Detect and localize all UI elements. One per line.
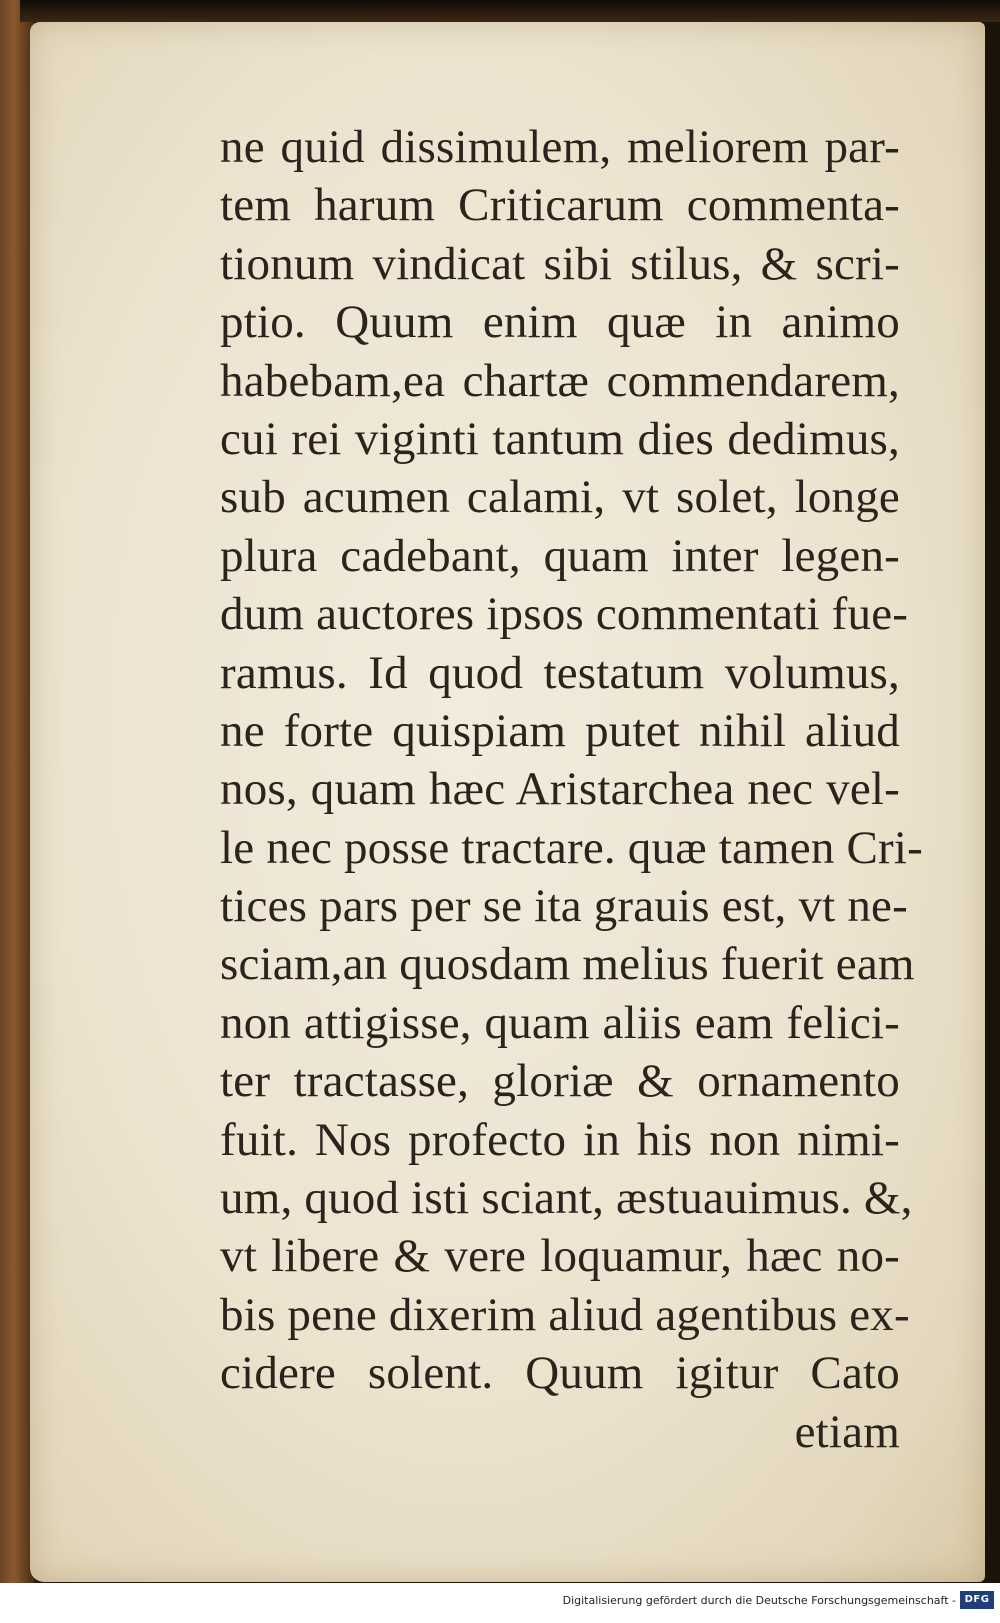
text-line: ne forte quispiam putet nihil aliud (220, 704, 900, 757)
book-page (30, 22, 985, 1582)
text-line: ramus. Id quod testatum volumus, (220, 646, 900, 699)
text-line: tices pars per se ita grauis est, vt ne- (220, 880, 908, 933)
book-binding-edge (0, 0, 34, 1623)
text-line: le nec posse tractare. quæ tamen Cri- (220, 821, 923, 874)
footer-credit: Digitalisierung gefördert durch die Deutsche Forschungsgemeinschaft - (562, 1594, 956, 1607)
text-line: dum auctores ipsos commentati fue- (220, 588, 909, 641)
text-line: ter tractasse, gloriæ & ornamento (220, 1055, 900, 1108)
text-line: plura cadebant, quam inter legen- (220, 529, 900, 582)
text-line: habebam,ea chartæ commendarem, (220, 354, 900, 407)
text-line: sub acumen calami, vt solet, longe (220, 471, 900, 524)
text-line: cui rei viginti tantum dies dedimus, (220, 412, 900, 465)
text-line: vt libere & vere loquamur, hæc no- (220, 1230, 900, 1283)
text-line: sciam,an quosdam melius fuerit eam (220, 938, 915, 991)
dfg-logo-icon: DFG (960, 1591, 994, 1609)
text-line: bis pene dixerim aliud agentibus ex- (220, 1288, 910, 1341)
text-line: cidere solent. Quum igitur Cato (220, 1347, 900, 1400)
text-line: non attigisse, quam aliis eam felici- (220, 996, 900, 1049)
book-top-edge (20, 0, 1000, 22)
page-text-block (220, 118, 923, 1461)
text-line: tem harum Criticarum commenta- (220, 179, 900, 232)
text-line: nos, quam hæc Aristarchea nec vel- (220, 763, 900, 816)
digitization-footer (0, 1583, 1000, 1623)
text-line: tionum vindicat sibi stilus, & scri- (220, 237, 900, 290)
text-line: ptio. Quum enim quæ in animo (220, 296, 900, 349)
catchword: etiam (794, 1405, 900, 1458)
text-line: ne quid dissimulem, meliorem par- (220, 121, 900, 173)
text-line: um, quod isti sciant, æstuauimus. &, (220, 1172, 913, 1225)
text-line: fuit. Nos profecto in his non nimi- (220, 1113, 900, 1166)
